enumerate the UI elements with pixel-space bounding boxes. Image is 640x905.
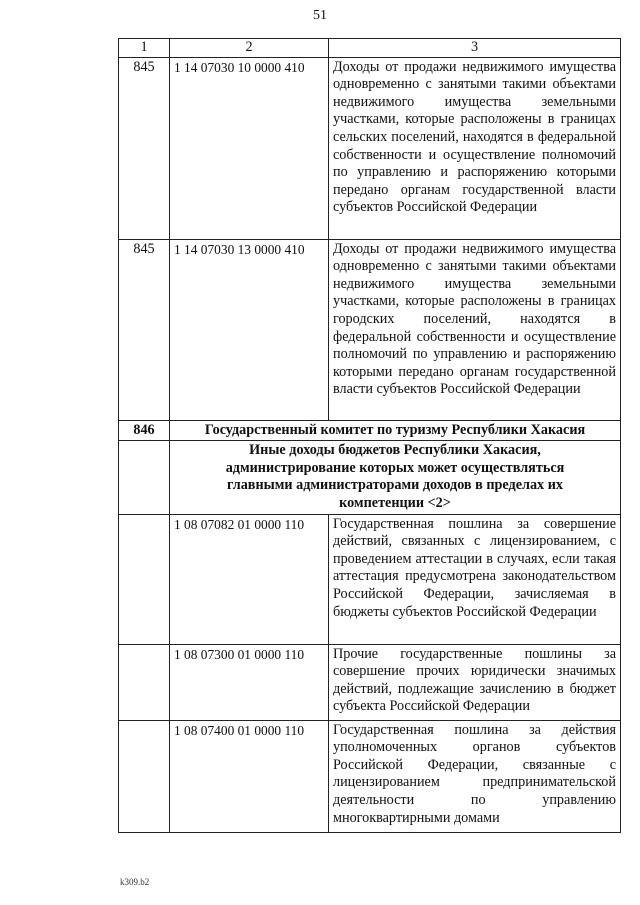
revenue-code-cell: 1 08 07082 01 0000 110 xyxy=(170,514,329,644)
revenue-codes-table xyxy=(118,38,621,833)
admin-code-cell xyxy=(119,720,170,832)
revenue-description-cell: Государственная пошлина за действия уполномоченных органов субъектов Российской Федерации, связанные с лицензированием предпринимательской деятельности по управлению многоквартирными домами xyxy=(329,720,621,832)
column-header-1: 1 xyxy=(119,39,170,58)
table-row xyxy=(119,644,621,720)
revenue-code-cell: 1 08 07300 01 0000 110 xyxy=(170,644,329,720)
admin-code-cell: 846 xyxy=(119,420,170,441)
table-row xyxy=(119,239,621,420)
admin-code-cell xyxy=(119,644,170,720)
footer-code: k309.b2 xyxy=(120,877,150,887)
subheading-row xyxy=(119,441,621,514)
revenue-description-cell: Государственная пошлина за совершение действий, связанных с лицензированием, с проведением аттестации в случаях, если такая аттестация предусмотрена законодательством Российской Федерации, зачисляемая в бюджеты субъектов Российской Федерации xyxy=(329,514,621,644)
table-header-row xyxy=(119,39,621,58)
admin-code-cell: 845 xyxy=(119,57,170,239)
empty-cell xyxy=(119,441,170,514)
admin-code-cell: 845 xyxy=(119,239,170,420)
table-row xyxy=(119,57,621,239)
page-number: 51 xyxy=(313,8,327,23)
table-row xyxy=(119,720,621,832)
administrator-section-row xyxy=(119,420,621,441)
revenue-code-cell: 1 08 07400 01 0000 110 xyxy=(170,720,329,832)
table-row xyxy=(119,514,621,644)
column-header-3: 3 xyxy=(329,39,621,58)
revenue-code-cell: 1 14 07030 10 0000 410 xyxy=(170,57,329,239)
administrator-name: Государственный комитет по туризму Республики Хакасия xyxy=(170,420,621,441)
revenue-description-cell: Прочие государственные пошлины за совершение прочих юридически значимых действий, подлежащие зачислению в бюджет субъекта Российской Федерации xyxy=(329,644,621,720)
revenue-code-cell: 1 14 07030 13 0000 410 xyxy=(170,239,329,420)
admin-code-cell xyxy=(119,514,170,644)
revenue-description-cell: Доходы от продажи недвижимого имущества одновременно с занятыми такими объектами недвижимого имущества земельными участками, которые расположены в границах городских поселений, находятся в федеральной собственности и осуществление полномочий по управлению и распоряжению которыми передано органам государственной власти субъектов Российской Федерации xyxy=(329,239,621,420)
revenue-description-cell: Доходы от продажи недвижимого имущества одновременно с занятыми такими объектами недвижимого имущества земельными участками, которые расположены в границах сельских поселений, находятся в федеральной собственности и осуществление полномочий по управлению и распоряжению которыми передано органам государственной власти субъектов Российской Федерации xyxy=(329,57,621,239)
section-subheading: Иные доходы бюджетов Республики Хакасия, администрирование которых может осуществляться главными администраторами доходов в пределах их компетенции <2> xyxy=(170,441,621,514)
column-header-2: 2 xyxy=(170,39,329,58)
